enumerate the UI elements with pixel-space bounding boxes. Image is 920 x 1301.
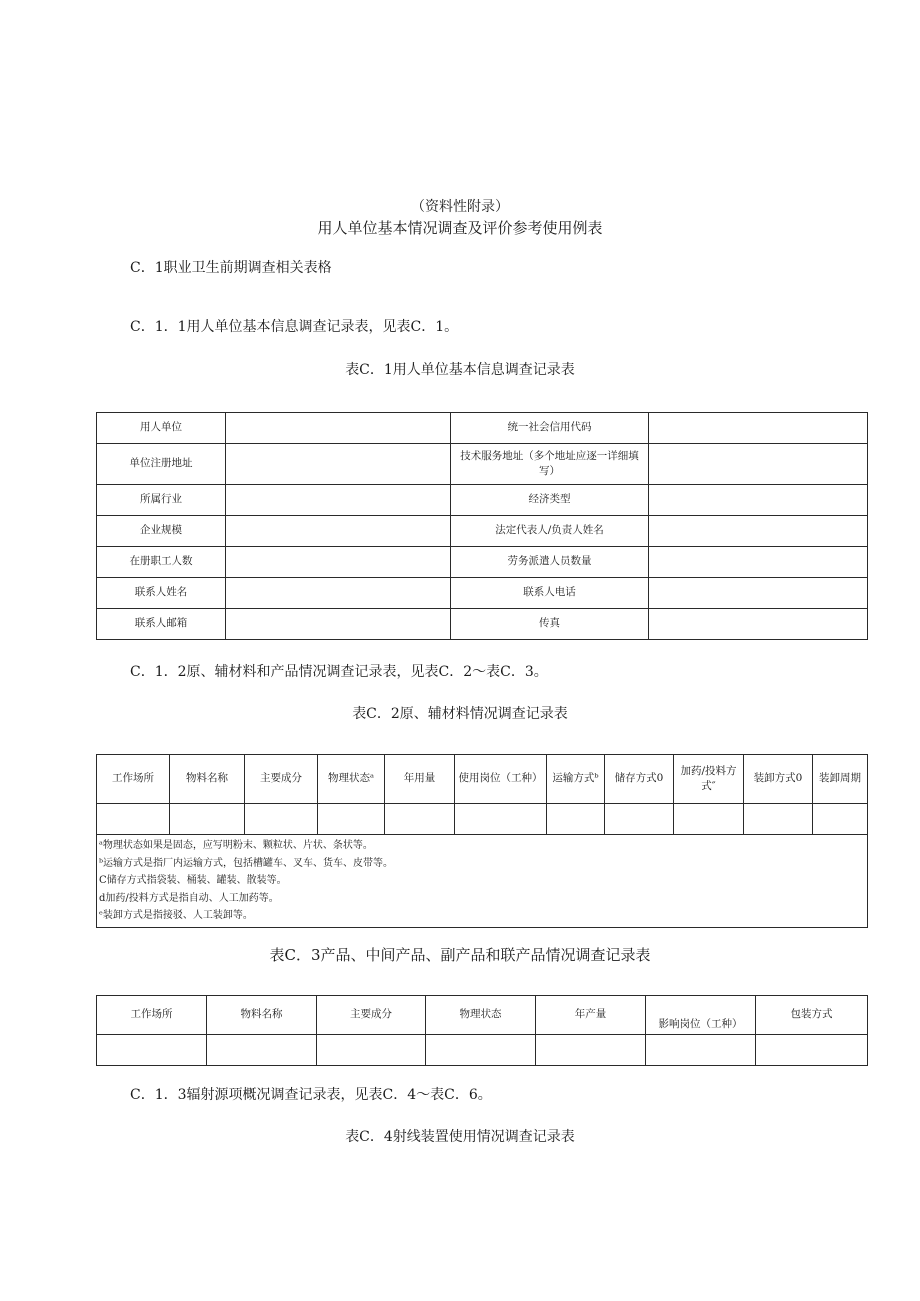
column-header: 年产量 xyxy=(536,996,646,1035)
table-cell[interactable] xyxy=(245,804,318,835)
table-c1-label: 统一社会信用代码 xyxy=(451,413,649,444)
table-c1-value-cell[interactable] xyxy=(226,609,451,640)
table-c1-label: 在册职工人数 xyxy=(97,547,226,578)
table-c3-caption: 表C．3产品、中间产品、副产品和联产品情况调查记录表 xyxy=(269,946,651,964)
table-c1-value-cell[interactable] xyxy=(226,578,451,609)
table-cell[interactable] xyxy=(547,804,605,835)
table-c1-value-cell[interactable] xyxy=(226,547,451,578)
column-header: 物料名称 xyxy=(170,755,245,804)
table-row xyxy=(97,578,868,609)
table-c4-caption: 表C．4射线装置使用情况调查记录表 xyxy=(345,1129,575,1145)
table-header-row xyxy=(97,755,868,804)
table-cell[interactable] xyxy=(207,1035,317,1066)
table-cell[interactable] xyxy=(756,1035,868,1066)
table-row xyxy=(97,804,868,835)
table-cell[interactable] xyxy=(536,1035,646,1066)
table-cell[interactable] xyxy=(813,804,868,835)
table-cell[interactable] xyxy=(170,804,245,835)
table-c1-label: 企业规模 xyxy=(97,516,226,547)
table-c1-value-cell[interactable] xyxy=(649,516,868,547)
column-header: 物料名称 xyxy=(207,996,317,1035)
paragraph-c11: C．1．1用人单位基本信息调查记录表，见表C．1。 xyxy=(130,319,459,335)
table-cell[interactable] xyxy=(605,804,674,835)
table-c1-label: 用人单位 xyxy=(97,413,226,444)
column-header: 运输方式ᵇ xyxy=(547,755,605,804)
table-c1-label: 传真 xyxy=(451,609,649,640)
table-row xyxy=(97,609,868,640)
column-header: 使用岗位（工种） xyxy=(455,755,547,804)
column-header: 装卸方式0 xyxy=(744,755,813,804)
table-row xyxy=(97,444,868,485)
table-cell[interactable] xyxy=(426,1035,536,1066)
table-cell[interactable] xyxy=(318,804,385,835)
table-c2-notes xyxy=(97,835,868,928)
table-cell[interactable] xyxy=(97,804,170,835)
table-row xyxy=(97,516,868,547)
table-c1-value-cell[interactable] xyxy=(649,444,868,485)
column-header: 年用量 xyxy=(385,755,455,804)
table-c1-label: 技术服务地址（多个地址应逐一详细填写） xyxy=(451,444,649,485)
table-cell[interactable] xyxy=(646,1035,756,1066)
table-header-row xyxy=(97,996,868,1035)
table-notes-row xyxy=(97,835,868,928)
column-header: 工作场所 xyxy=(97,755,170,804)
table-c1-label: 劳务派遣人员数量 xyxy=(451,547,649,578)
table-c1-value-cell[interactable] xyxy=(649,578,868,609)
table-note: C储存方式指袋装、桶装、罐装、散装等。 xyxy=(99,875,287,886)
column-header: 装卸周期 xyxy=(813,755,868,804)
column-header: 物理状态ᵃ xyxy=(318,755,385,804)
table-cell[interactable] xyxy=(385,804,455,835)
column-header: 储存方式0 xyxy=(605,755,674,804)
column-header: 物理状态 xyxy=(426,996,536,1035)
column-header: 主要成分 xyxy=(317,996,426,1035)
appendix-label: （资料性附录） xyxy=(411,199,509,215)
section-heading-c1: C．1职业卫生前期调查相关表格 xyxy=(130,260,332,276)
table-c1-label: 单位注册地址 xyxy=(97,444,226,485)
table-c1-caption: 表C．1用人单位基本信息调查记录表 xyxy=(345,362,575,378)
appendix-title: 用人单位基本情况调查及评价参考使用例表 xyxy=(317,219,603,237)
table-note: d加药/投料方式是指自动、人工加药等。 xyxy=(99,892,279,904)
column-header: 包装方式 xyxy=(756,996,868,1035)
table-c1-value-cell[interactable] xyxy=(226,444,451,485)
table-cell[interactable] xyxy=(97,1035,207,1066)
paragraph-c13: C．1．3辐射源项概况调查记录表，见表C．4～表C．6。 xyxy=(130,1087,492,1103)
table-c3 xyxy=(96,995,868,1066)
paragraph-c12: C．1．2原、辅材料和产品情况调查记录表，见表C．2～表C．3。 xyxy=(130,664,548,680)
column-header: 加药/投料方式″ xyxy=(674,755,744,804)
table-c1-value-cell[interactable] xyxy=(649,547,868,578)
table-cell[interactable] xyxy=(317,1035,426,1066)
column-header: 工作场所 xyxy=(97,996,207,1035)
table-note: ᵃ物理状态如果是固态，应写明粉末、颗粒状、片状、条状等。 xyxy=(99,840,373,851)
table-cell[interactable] xyxy=(744,804,813,835)
table-row xyxy=(97,547,868,578)
column-header: 影响岗位（工种） xyxy=(646,996,756,1035)
table-note: ᵉ装卸方式是指接驳、人工装卸等。 xyxy=(99,910,253,921)
table-c1-value-cell[interactable] xyxy=(226,516,451,547)
table-c1-value-cell[interactable] xyxy=(226,485,451,516)
table-row xyxy=(97,413,868,444)
table-c2 xyxy=(96,754,868,928)
table-c1-label: 法定代表人/负责人姓名 xyxy=(451,516,649,547)
table-c1-value-cell[interactable] xyxy=(649,609,868,640)
table-cell[interactable] xyxy=(674,804,744,835)
table-c1-label: 联系人邮箱 xyxy=(97,609,226,640)
table-row xyxy=(97,1035,868,1066)
table-cell[interactable] xyxy=(455,804,547,835)
table-c1-label: 经济类型 xyxy=(451,485,649,516)
column-header: 主要成分 xyxy=(245,755,318,804)
table-c1-label: 联系人电话 xyxy=(451,578,649,609)
table-c2-caption: 表C．2原、辅材料情况调查记录表 xyxy=(352,706,568,722)
table-row xyxy=(97,485,868,516)
table-c1-label: 联系人姓名 xyxy=(97,578,226,609)
table-c1-value-cell[interactable] xyxy=(649,485,868,516)
table-c1 xyxy=(96,412,868,640)
table-c1-value-cell[interactable] xyxy=(649,413,868,444)
table-c1-value-cell[interactable] xyxy=(226,413,451,444)
table-note: ᵇ运输方式是指厂内运输方式，包括槽罐车、叉车、货车、皮带等。 xyxy=(99,857,393,869)
table-c1-label: 所属行业 xyxy=(97,485,226,516)
